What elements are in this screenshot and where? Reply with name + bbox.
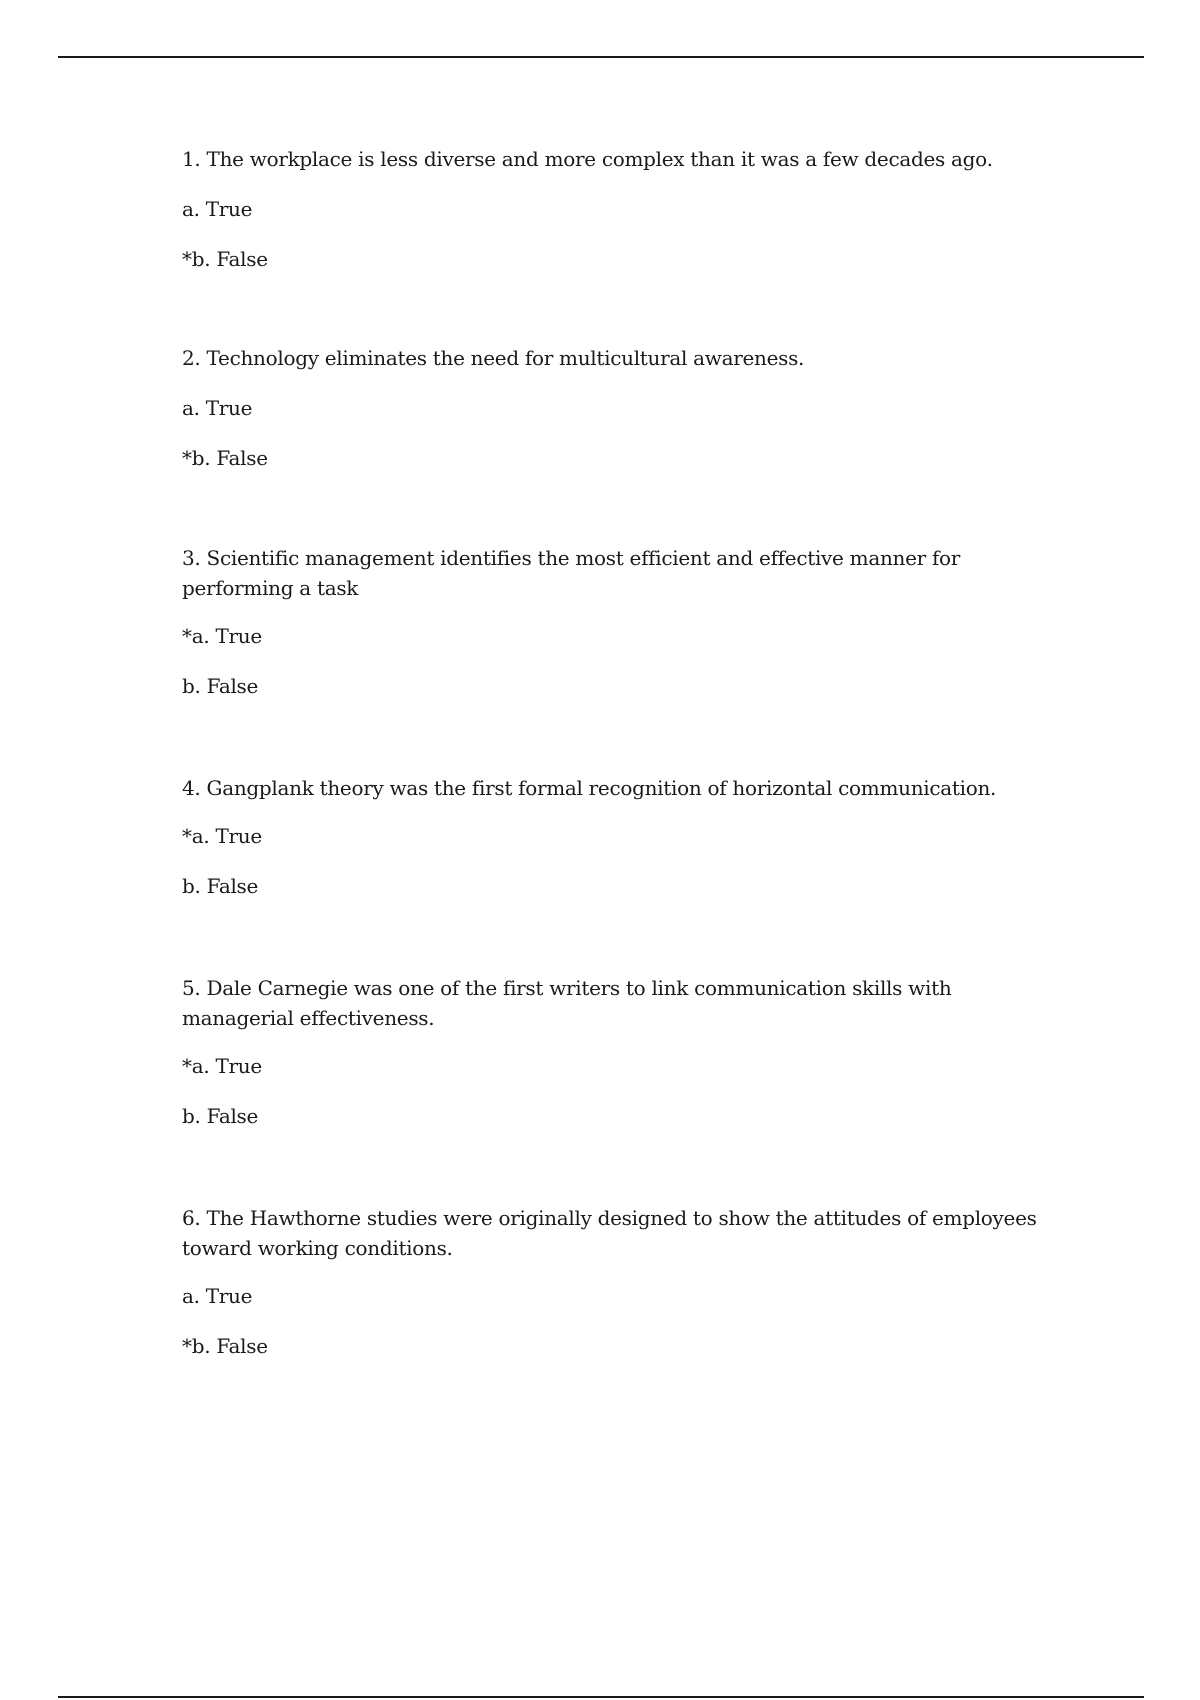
option-b: *b. False (182, 247, 268, 271)
option-a: a. True (182, 1284, 253, 1308)
question-4 (182, 773, 1062, 901)
question-6 (182, 1203, 1062, 1361)
top-rule (58, 56, 1144, 58)
question-2 (182, 343, 1062, 473)
option-b: b. False (182, 674, 259, 698)
question-text: 2. Technology eliminates the need for multicultural awareness. (182, 346, 805, 370)
option-b: *b. False (182, 1334, 268, 1358)
option-a: a. True (182, 197, 253, 221)
option-a: a. True (182, 396, 253, 420)
question-text: 1. The workplace is less diverse and more complex than it was a few decades ago. (182, 147, 993, 171)
bottom-rule (58, 1696, 1144, 1698)
question-5 (182, 973, 1062, 1131)
option-b: *b. False (182, 446, 268, 470)
option-b: b. False (182, 874, 259, 898)
option-a: *a. True (182, 1054, 262, 1078)
option-b: b. False (182, 1104, 259, 1128)
question-text: 4. Gangplank theory was the first formal recognition of horizontal communication. (182, 776, 997, 800)
question-text: 3. Scientific management identifies the most efficient and effective manner for performing a task (182, 546, 961, 600)
option-a: *a. True (182, 824, 262, 848)
question-text: 5. Dale Carnegie was one of the first writers to link communication skills with managerial effectiveness. (182, 976, 952, 1030)
question-3 (182, 543, 1062, 701)
question-1 (182, 144, 1062, 274)
option-a: *a. True (182, 624, 262, 648)
question-text: 6. The Hawthorne studies were originally designed to show the attitudes of employees toward working conditions. (182, 1206, 1037, 1260)
